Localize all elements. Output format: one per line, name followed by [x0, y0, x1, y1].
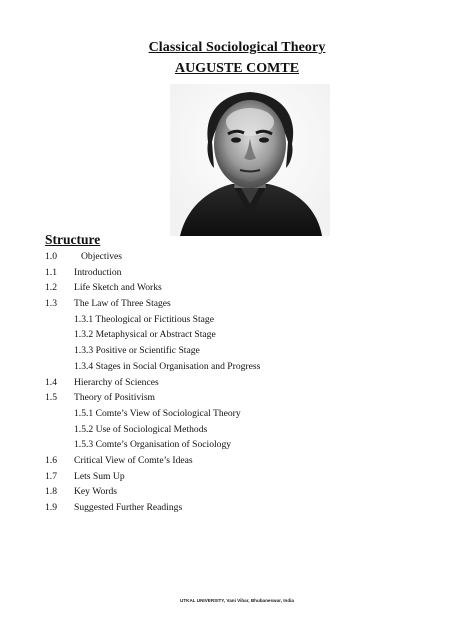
toc-item-number: 1.3: [45, 298, 57, 310]
toc-subitem[interactable]: [45, 312, 445, 328]
toc-item[interactable]: [45, 469, 445, 485]
toc-item-label: The Law of Three Stages: [74, 298, 171, 310]
toc-item[interactable]: [45, 390, 445, 406]
toc-item[interactable]: [45, 453, 445, 469]
document-title: Classical Sociological Theory: [148, 40, 326, 55]
toc-item-label: Introduction: [74, 266, 122, 278]
toc-item[interactable]: [45, 375, 445, 391]
page-footer: UTKAL UNIVERSITY, Vani Vihar, Bhubaneswar, India: [180, 598, 294, 603]
toc-subitem-label: 1.3.2 Metaphysical or Abstract Stage: [74, 329, 216, 341]
toc-item-number: 1.0: [45, 251, 57, 262]
toc-item-label: Objectives: [81, 251, 123, 262]
structure-heading: Structure: [45, 232, 101, 247]
toc-subitem-label: 1.5.3 Comte’s Organisation of Sociology: [74, 439, 232, 451]
toc-item-number: 1.7: [45, 470, 57, 482]
toc-item-number: 1.1: [45, 266, 57, 278]
toc-subitem[interactable]: [45, 343, 445, 359]
toc-item[interactable]: [45, 296, 445, 312]
toc-subitem-label: 1.3.4 Stages in Social Organisation and Progress: [74, 360, 261, 372]
toc-item-label: Hierarchy of Sciences: [74, 376, 159, 388]
toc-item-label: Suggested Further Readings: [74, 502, 183, 513]
table-of-contents: [45, 249, 445, 516]
toc-item-label: Theory of Positivism: [74, 392, 156, 404]
toc-subitem[interactable]: [45, 359, 445, 375]
toc-subitem-label: 1.3.3 Positive or Scientific Stage: [74, 345, 200, 357]
toc-item-number: 1.4: [45, 376, 57, 388]
toc-item[interactable]: [45, 249, 445, 265]
document-subtitle: AUGUSTE COMTE: [174, 61, 300, 76]
toc-item-number: 1.8: [45, 486, 57, 498]
toc-item[interactable]: [45, 265, 445, 281]
toc-subitem-label: 1.3.1 Theological or Fictitious Stage: [74, 313, 214, 325]
toc-item[interactable]: [45, 280, 445, 296]
toc-subitem-label: 1.5.1 Comte’s View of Sociological Theory: [74, 407, 241, 419]
toc-subitem[interactable]: [45, 422, 445, 438]
toc-item-number: 1.6: [45, 454, 57, 466]
toc-subitem[interactable]: [45, 437, 445, 453]
toc-item-number: 1.2: [45, 282, 57, 294]
toc-subitem[interactable]: [45, 327, 445, 343]
toc-item-label: Key Words: [74, 486, 118, 498]
toc-item-number: 1.9: [45, 502, 57, 513]
toc-item[interactable]: [45, 500, 445, 516]
toc-item-label: Life Sketch and Works: [74, 282, 162, 294]
portrait-image: [170, 84, 330, 236]
toc-item[interactable]: [45, 484, 445, 500]
toc-subitem[interactable]: [45, 406, 445, 422]
toc-item-label: Lets Sum Up: [74, 470, 125, 482]
toc-subitem-label: 1.5.2 Use of Sociological Methods: [74, 423, 208, 435]
toc-item-number: 1.5: [45, 392, 57, 404]
toc-item-label: Critical View of Comte’s Ideas: [74, 454, 193, 466]
